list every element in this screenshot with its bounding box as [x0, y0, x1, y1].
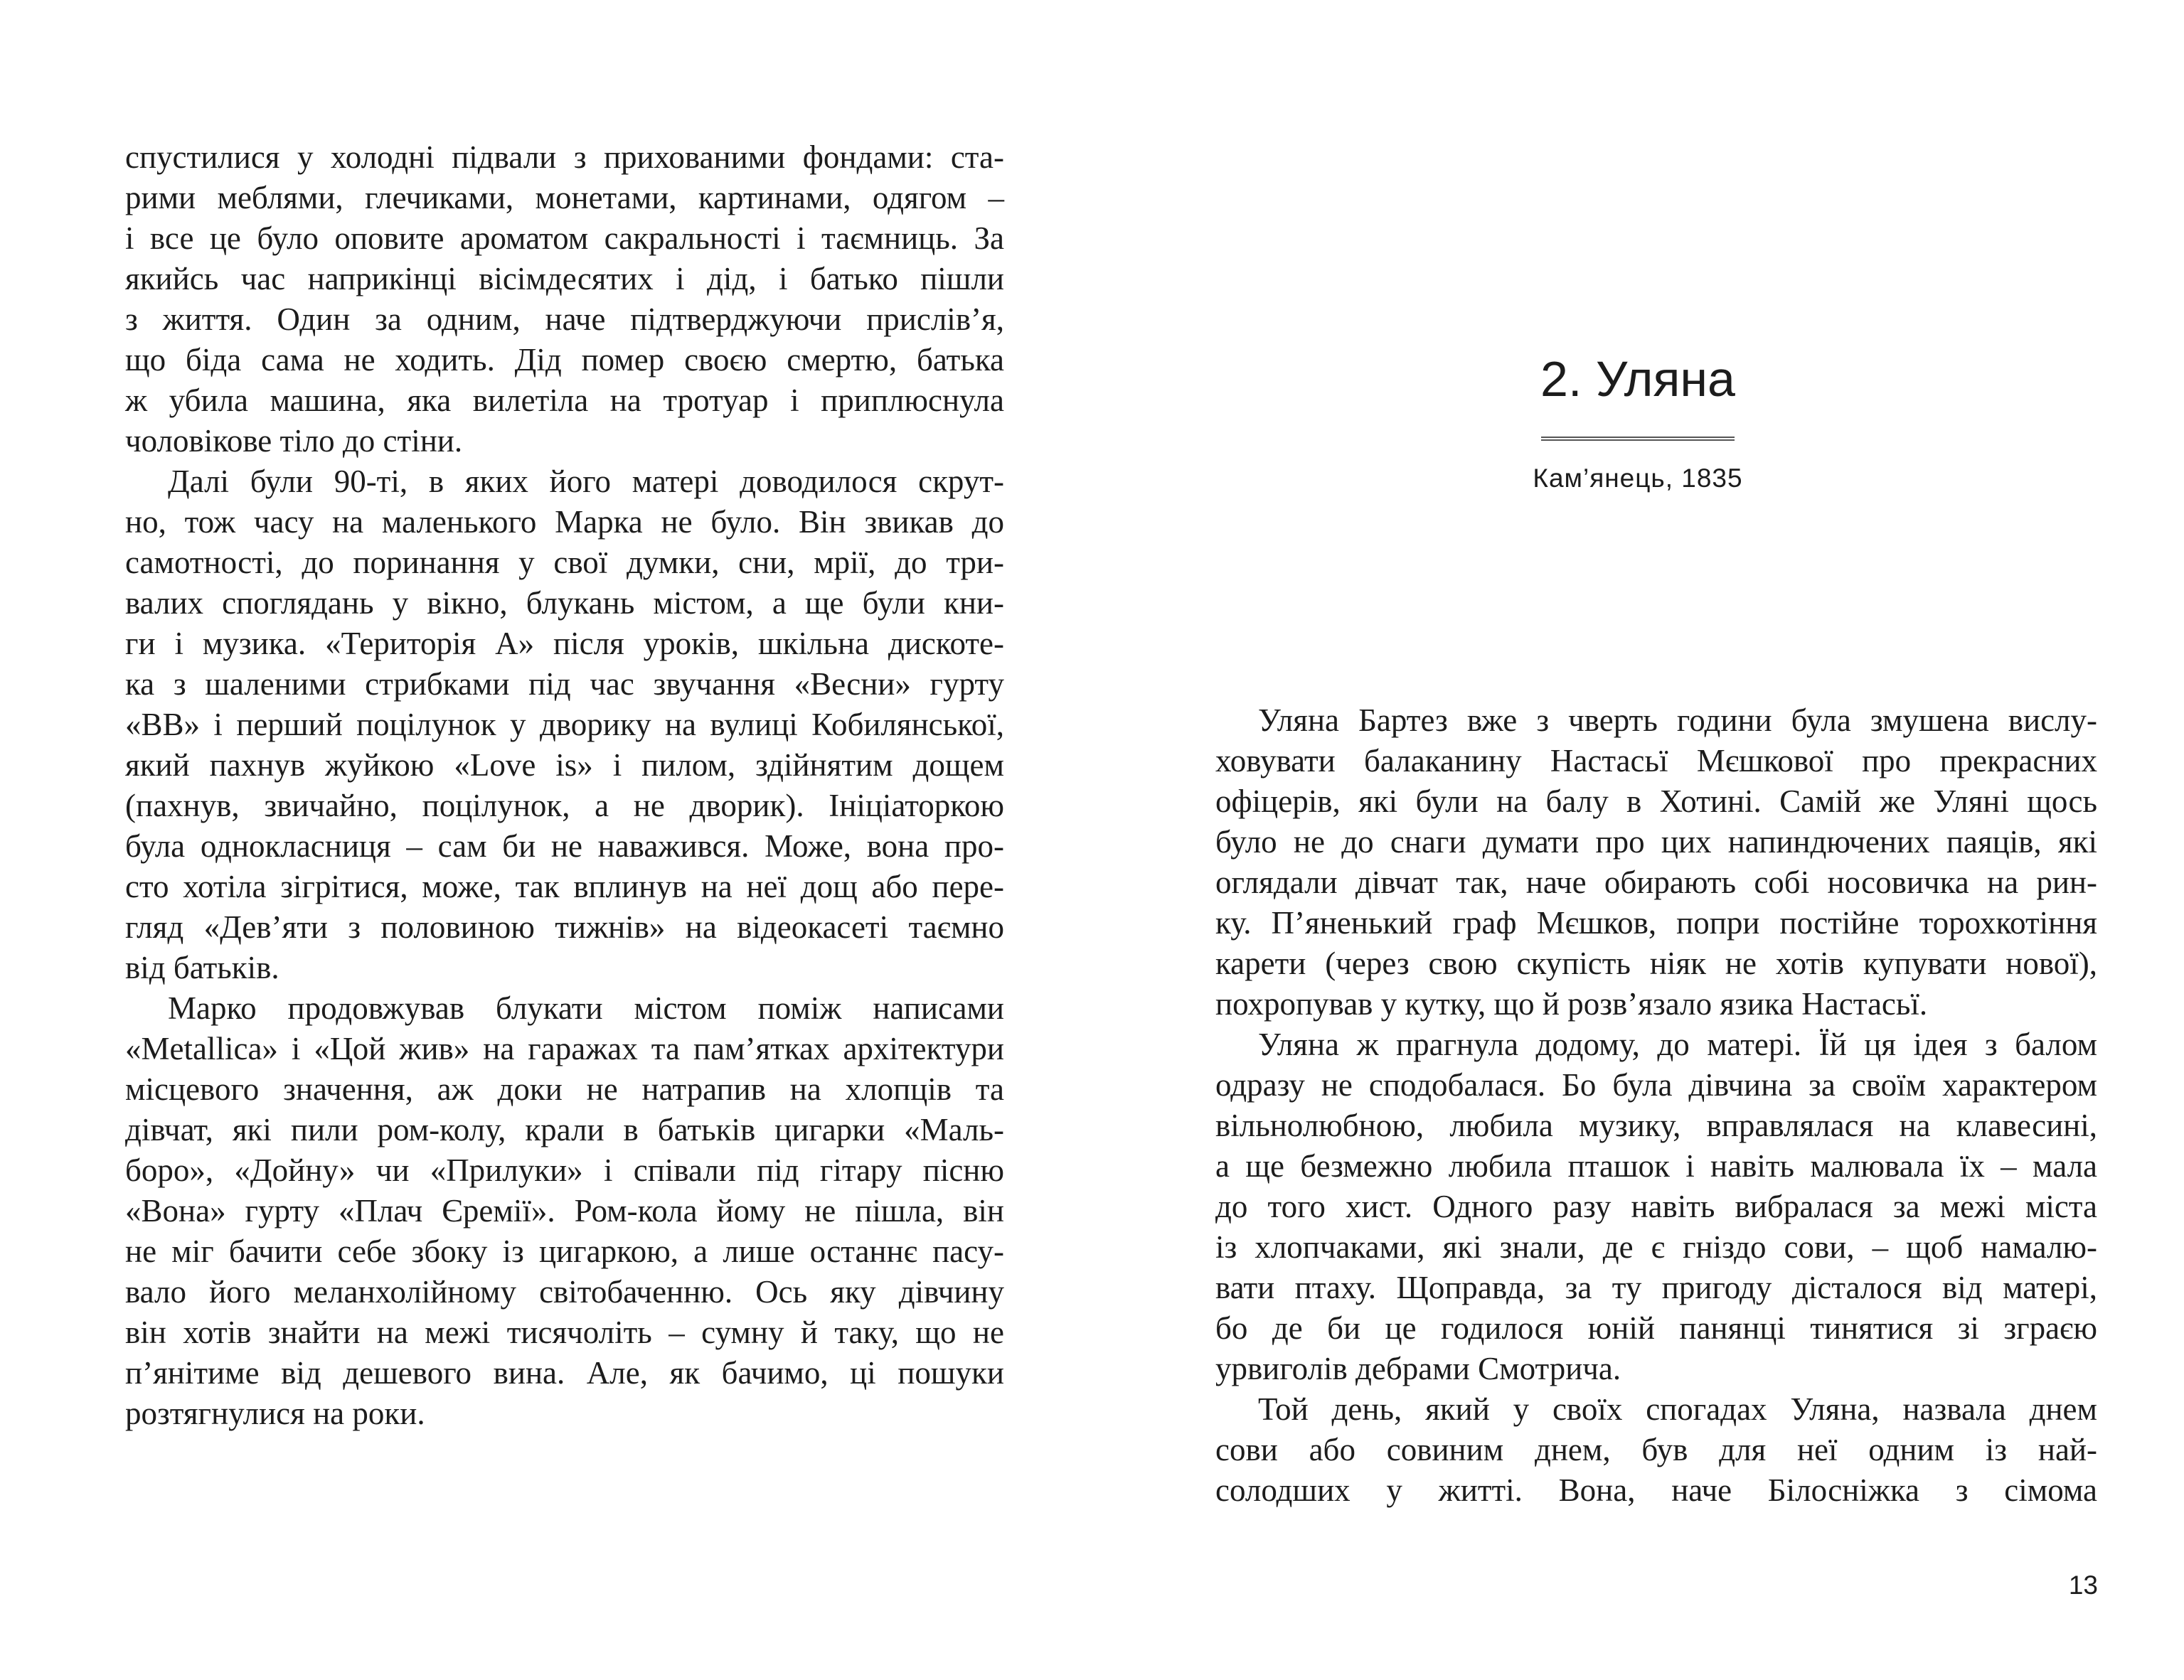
- text-line: боро», «Дойну» чи «Прилуки» і співали під гітару пісню: [125, 1152, 1004, 1188]
- text-line: бо де би це годилося юній панянці тинятися зі зграєю: [1215, 1310, 2097, 1346]
- text-line: гляд «Дев’яти з половиною тижнів» на відеокасеті таємно: [125, 909, 1004, 945]
- text-line: «Вона» гурту «Плач Єремії». Ром-кола йому не пішла, він: [125, 1193, 1004, 1229]
- text-line: вало його меланхолійному світобаченню. Ось яку дівчину: [125, 1274, 1004, 1310]
- text-line: карети (через свою скупість ніяк не хотів купувати нової),: [1215, 946, 2097, 981]
- text-line: самотності, до поринання у свої думки, сни, мрії, до три-: [125, 545, 1004, 580]
- text-line: вільнолюбною, любила музику, вправлялася на клавесині,: [1215, 1108, 2097, 1143]
- text-line: Уляна ж прагнула додому, до матері. Їй ця ідея з балом: [1258, 1027, 2097, 1062]
- text-line: урвиголів дебрами Смотрича.: [1215, 1351, 1621, 1386]
- text-line: ж убила машина, яка вилетіла на тротуар і приплюснула: [125, 382, 1004, 418]
- text-line: одразу не сподобалася. Бо була дівчина за своїм характером: [1215, 1067, 2097, 1103]
- text-line: «ВВ» і перший поцілунок у дворику на вулиці Кобилянської,: [125, 707, 1004, 742]
- text-line: була однокласниця – сам би не наважився. Може, вона про-: [125, 828, 1004, 864]
- text-line: похропував у кутку, що й розв’язало язика Настасьї.: [1215, 986, 1928, 1022]
- text-line: Той день, який у своїх спогадах Уляна, назвала днем: [1258, 1391, 2097, 1427]
- text-line: місцевого значення, аж доки не натрапив на хлопців та: [125, 1071, 1004, 1107]
- text-line: ку. П’яненький граф Мєшков, попри постійне торохкотіння: [1215, 905, 2097, 941]
- title-double-rule: [1541, 437, 1735, 441]
- text-line: ги і музика. «Територія А» після уроків, шкільна дискоте-: [125, 626, 1004, 661]
- text-line: розтягнулися на роки.: [125, 1396, 425, 1431]
- text-line: «Metallica» і «Цой жив» на гаражах та пам’ятках архітектури: [125, 1031, 1004, 1066]
- text-line: солодших у житті. Вона, наче Білосніжка з сімома: [1215, 1472, 2097, 1508]
- text-line: но, тож часу на маленького Марка не було. Він звикав до: [125, 504, 1004, 540]
- text-line: спустилися у холодні підвали з прихованими фондами: ста-: [125, 139, 1004, 175]
- text-line: і все це було оповите ароматом сакральності і таємниць. За: [125, 220, 1004, 256]
- text-line: який пахнув жуйкою «Love is» і пилом, здійнятим дощем: [125, 747, 1004, 783]
- text-line: не міг бачити себе збоку із цигаркою, а лише останнє пасу-: [125, 1234, 1004, 1269]
- text-line: п’янітиме від дешевого вина. Але, як бачимо, ці пошуки: [125, 1355, 1004, 1391]
- text-line: він хотів знайти на межі тисячоліть – сумну й таку, що не: [125, 1315, 1004, 1350]
- text-line: рими меблями, глечиками, монетами, картинами, одягом –: [125, 180, 1004, 215]
- text-line: від батьків.: [125, 950, 279, 985]
- text-line: валих споглядань у вікно, блукань містом, а ще були кни-: [125, 585, 1004, 621]
- text-line: із хлопчаками, які знали, де є гніздо сови, – щоб намалю-: [1215, 1229, 2097, 1265]
- page-number: 13: [2068, 1571, 2098, 1600]
- chapter-subtitle: Кам’янець, 1835: [1533, 464, 1743, 493]
- text-line: а ще безмежно любила пташок і навіть малювала їх – мала: [1215, 1148, 2097, 1184]
- text-line: Марко продовжував блукати містом поміж написами: [168, 990, 1004, 1026]
- text-line: (пахнув, звичайно, поцілунок, а не дворик). Ініціаторкою: [125, 788, 1004, 823]
- chapter-title: 2. Уляна: [1540, 351, 1735, 407]
- text-line: чоловікове тіло до стіни.: [125, 423, 463, 459]
- text-line: ховувати балаканину Настасьї Мєшкової про прекрасних: [1215, 743, 2097, 779]
- text-line: ка з шаленими стрибками під час звучання «Весни» гурту: [125, 666, 1004, 702]
- text-line: з життя. Один за одним, наче підтверджуючи прислів’я,: [125, 301, 1004, 337]
- text-line: Далі були 90-ті, в яких його матері доводилося скрут-: [168, 464, 1004, 499]
- right-page: [1092, 0, 2184, 1680]
- text-line: якийсь час наприкінці вісімдесятих і дід, і батько пішли: [125, 261, 1004, 296]
- text-line: було не до снаги думати про цих напиндючених паяців, які: [1215, 824, 2097, 860]
- text-line: сови або совиним днем, був для неї одним із най-: [1215, 1432, 2097, 1467]
- text-line: Уляна Бартез вже з чверть години була змушена вислу-: [1258, 702, 2097, 738]
- text-line: до того хист. Одного разу навіть вибралася за межі міста: [1215, 1189, 2097, 1224]
- text-line: оглядали дівчат так, наче обирають собі носовичка на рин-: [1215, 865, 2097, 900]
- text-line: що біда сама не ходить. Дід помер своєю смертю, батька: [125, 342, 1004, 378]
- text-line: дівчат, які пили ром-колу, крали в батьків цигарки «Маль-: [125, 1112, 1004, 1147]
- text-line: вати птаху. Щоправда, за ту пригоду дісталося від матері,: [1215, 1270, 2097, 1305]
- text-line: сто хотіла зігрітися, може, так вплинув на неї дощ або пере-: [125, 869, 1004, 904]
- text-line: офіцерів, які були на балу в Хотині. Самій же Уляні щось: [1215, 783, 2097, 819]
